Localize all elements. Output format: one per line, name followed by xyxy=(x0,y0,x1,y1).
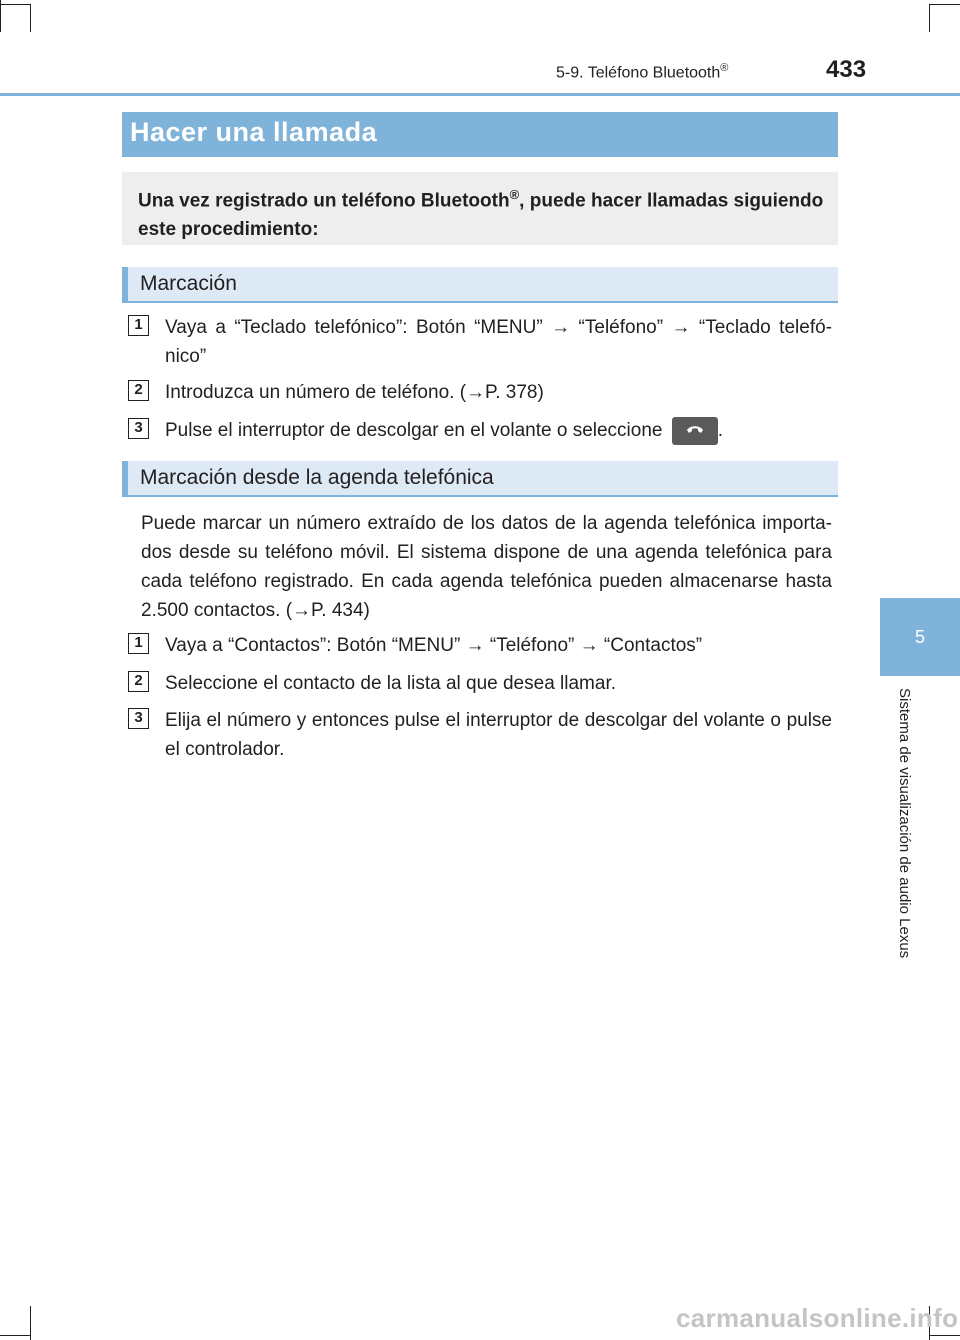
step-text-after: . xyxy=(717,420,724,441)
crop-mark xyxy=(30,1306,31,1340)
crop-mark xyxy=(0,1335,30,1336)
step-text: Seleccione el contacto de la lista al que desea llamar. xyxy=(165,673,616,694)
intro-text-cont: , puede hacer llamadas siguiendo este procedimiento: xyxy=(138,190,824,241)
intro-text: Una vez registrado un teléfono Bluetooth xyxy=(138,190,510,212)
step-text: Vaya a “Contactos”: Botón “MENU” → “Teléfono” → “Contactos” xyxy=(165,635,703,656)
page-title: Hacer una llamada xyxy=(122,112,838,157)
running-header xyxy=(556,62,728,82)
step-text-before: Pulse el interruptor de descolgar en el volante o seleccione xyxy=(165,420,663,441)
chapter-title: Sistema de visualización de audio Lexus xyxy=(896,688,913,959)
step-number: 1 xyxy=(128,315,149,336)
step-number: 2 xyxy=(128,380,149,401)
step-number: 1 xyxy=(128,633,149,654)
crop-mark xyxy=(0,0,1,1)
step-item xyxy=(128,416,832,445)
crop-mark xyxy=(929,4,930,32)
registered-mark: ® xyxy=(509,187,520,202)
step-item xyxy=(128,631,832,660)
step-item xyxy=(128,669,832,698)
section-heading-agenda: Marcación desde la agenda telefónica xyxy=(122,461,838,497)
section-paragraph: Puede marcar un número extraído de los datos de la agenda telefónica importa-dos desde su teléfono móvil. El sistema dispone de una agenda telefónica para cada teléfono registrado. En cada agenda telefónica pueden almacenarse hasta 2.500 contactos. (→P. 434) xyxy=(141,513,832,621)
step-text xyxy=(165,416,832,445)
crop-mark xyxy=(0,4,30,5)
header-rule xyxy=(0,93,960,96)
section-heading-marcacion: Marcación xyxy=(122,267,838,303)
watermark: carmanualsonline.info xyxy=(676,1303,959,1333)
step-text: Elija el número y entonces pulse el interruptor de descolgar del volante o pulse el controlador. xyxy=(165,710,832,760)
intro-box xyxy=(122,172,838,245)
step-number: 3 xyxy=(128,708,149,729)
step-item xyxy=(128,378,832,407)
crop-mark xyxy=(30,4,31,32)
chapter-number: 5 xyxy=(914,626,925,647)
crop-mark xyxy=(929,4,960,5)
registered-mark: ® xyxy=(720,62,729,74)
phone-button xyxy=(672,417,718,445)
page-number: 433 xyxy=(826,56,867,83)
phone-handset-icon xyxy=(686,424,704,438)
step-text: Vaya a “Teclado telefónico”: Botón “MENU” → “Teléfono” → “Teclado telefó-nico” xyxy=(165,317,832,367)
step-item xyxy=(128,313,832,371)
chapter-tab xyxy=(880,598,960,676)
step-item xyxy=(128,706,832,764)
section-title: 5-9. Teléfono Bluetooth xyxy=(556,64,721,82)
crop-mark xyxy=(929,1335,960,1336)
step-number: 2 xyxy=(128,671,149,692)
step-number: 3 xyxy=(128,418,149,439)
step-text: Introduzca un número de teléfono. (→P. 378) xyxy=(165,382,544,403)
